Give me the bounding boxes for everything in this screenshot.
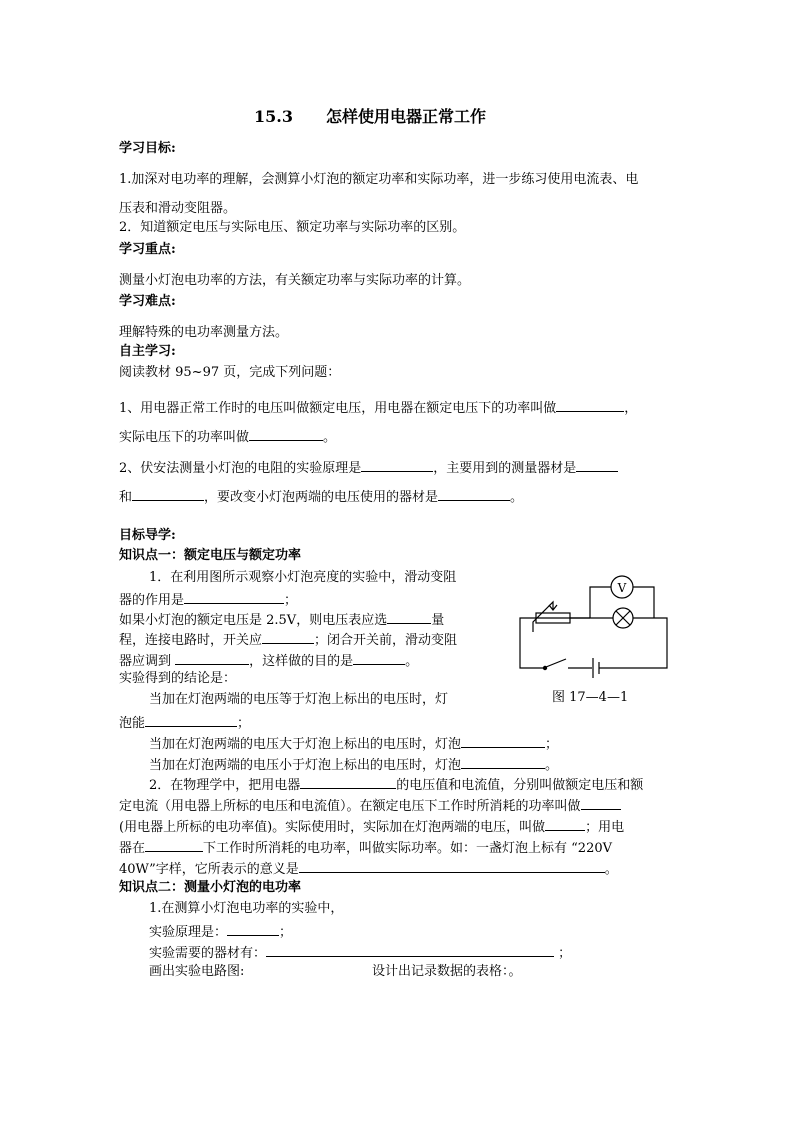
blank[interactable]	[438, 487, 510, 501]
p1-line-10: 当加在灯泡两端的电压小于灯泡上标出的电压时，灯泡 。	[149, 755, 558, 774]
p1-line-9: 当加在灯泡两端的电压大于灯泡上标出的电压时，灯泡 ；	[149, 734, 558, 753]
key-heading: 学习重点:	[119, 242, 176, 257]
blank[interactable]	[132, 487, 204, 501]
q-line-2: 实验原理是： ；	[149, 922, 292, 941]
blank[interactable]	[461, 734, 545, 748]
blank[interactable]	[361, 458, 433, 472]
q-line-3: 实验需要的器材有： ；	[149, 943, 571, 962]
circuit-diagram	[510, 570, 680, 680]
page-title: 怎样使用电器正常工作	[326, 107, 487, 126]
difficulty-heading: 学习难点:	[119, 294, 176, 309]
p2-line-4: 器在 下工作时所消耗的电功率，叫做实际功率。如：一盏灯泡上标有 “220V	[119, 838, 612, 857]
title-number: 15.3	[254, 107, 293, 126]
q-line-4b: 设计出记录数据的表格：。	[372, 964, 522, 979]
p1-line-2: 器的作用是 ；	[119, 590, 297, 609]
q-line-1: 1.在测算小灯泡电功率的实验中，	[149, 901, 344, 916]
goal-item-1a: 1.加深对电功率的理解，会测算小灯泡的额定功率和实际功率，进一步练习使用电流表、电	[119, 172, 639, 187]
p2-line-2: 定电流（用电器上所标的电压和电流值）。在额定电压下工作时所消耗的功率叫做	[119, 796, 621, 815]
blank[interactable]	[145, 838, 203, 852]
guide-heading: 目标导学:	[119, 528, 176, 543]
blank[interactable]	[556, 398, 624, 412]
self-study-intro: 阅读教材 95~97 页，完成下列问题：	[119, 365, 341, 380]
wire-branch-right	[633, 587, 654, 618]
blank[interactable]	[227, 922, 279, 936]
p1-line-6: 实验得到的结论是：	[119, 671, 237, 686]
q-line-4a: 画出实验电路图:	[149, 964, 245, 979]
question-2a: 2、伏安法测量小灯泡的电阻的实验原理是 ，主要用到的测量器材是	[119, 458, 618, 477]
goals-heading: 学习目标:	[119, 141, 176, 156]
p1-line-7: 当加在灯泡两端的电压等于灯泡上标出的电压时，灯	[149, 692, 449, 707]
blank[interactable]	[266, 943, 554, 957]
blank[interactable]	[300, 775, 396, 789]
blank[interactable]	[545, 817, 585, 831]
blank[interactable]	[145, 713, 237, 727]
switch-blade	[546, 659, 566, 667]
wire-branch-left	[590, 587, 611, 618]
p1-line-8: 泡能 ；	[119, 713, 250, 732]
question-1a: 1、用电器正常工作时的电压叫做额定电压，用电器在额定电压下的功率叫做 ，	[119, 398, 637, 417]
blank[interactable]	[299, 859, 605, 873]
blank[interactable]	[249, 427, 323, 441]
p2-line-1: 2．在物理学中，把用电器 的电压值和电流值，分别叫做额定电压和额	[149, 775, 643, 794]
blank[interactable]	[262, 630, 314, 644]
knowledge-point-1-heading: 知识点一：额定电压与额定功率	[119, 548, 302, 563]
blank[interactable]	[576, 458, 618, 472]
question-1b: 实际电压下的功率叫做 。	[119, 427, 336, 446]
blank[interactable]	[581, 796, 621, 810]
p1-line-1: 1．在利用图所示观察小灯泡亮度的实验中，滑动变阻	[149, 570, 457, 585]
voltmeter-symbol: V	[617, 581, 627, 595]
goal-item-1b: 压表和滑动变阻器。	[119, 201, 237, 216]
blank[interactable]	[184, 590, 284, 604]
wire-bottom-right	[599, 618, 667, 668]
p1-line-3: 如果小灯泡的额定电压是 2.5V，则电压表应选 量	[119, 610, 444, 629]
question-2b: 和 ，要改变小灯泡两端的电压使用的器材是 。	[119, 487, 523, 506]
figure-caption: 图 17—4—1	[552, 690, 629, 705]
p1-line-4: 程，连接电路时，开关应 ；闭合开关前，滑动变阻	[119, 630, 457, 649]
self-study-heading: 自主学习:	[119, 344, 176, 359]
p2-line-5: 40W”字样，它所表示的意义是 。	[119, 859, 618, 878]
difficulty-text: 理解特殊的电功率测量方法。	[119, 325, 289, 340]
blank[interactable]	[387, 610, 431, 624]
goal-item-2: 2．知道额定电压与实际电压、额定功率与实际功率的区别。	[119, 220, 466, 235]
p2-line-3: (用电器上所标的电功率值)。实际使用时，实际加在灯泡两端的电压，叫做 ；用电	[119, 817, 624, 836]
blank[interactable]	[461, 755, 545, 769]
p1-line-5: 器应调到 ，这样做的目的是 。	[119, 651, 418, 670]
knowledge-point-2-heading: 知识点二：测量小灯泡的电功率	[119, 880, 302, 895]
key-text: 测量小灯泡电功率的方法，有关额定功率与实际功率的计算。	[119, 273, 471, 288]
blank[interactable]	[175, 651, 249, 665]
wire-left	[520, 618, 590, 668]
blank[interactable]	[353, 651, 405, 665]
